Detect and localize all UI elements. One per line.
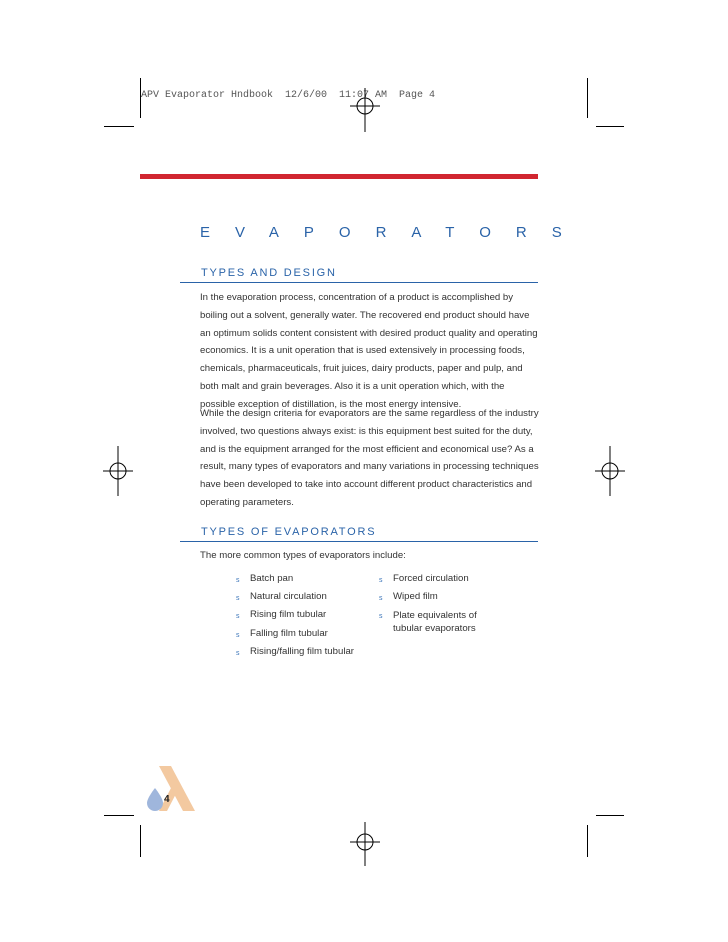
list-item: Natural circulation [250, 591, 327, 602]
bullet-icon: s [236, 650, 240, 657]
list-intro: The more common types of evaporators include: [200, 550, 406, 561]
bullet-icon: s [379, 595, 383, 602]
registration-mark-right [595, 446, 625, 496]
header-red-rule [140, 174, 538, 179]
list-item: Rising/falling film tubular [250, 646, 354, 657]
paragraph: In the evaporation process, concentration of a product is accomplished by boiling out a solvent, generally water. The recovered end product should have an optimum solids content consistent with desired product quality and operating economics. It is a unit operation that is used extensively in processing foods, chemicals, pharmaceuticals, fruit juices, dairy products, paper and pulp, and both malt and grain beverages. Also it is a unit operation which, with the possible exception of distillation, is the most energy intensive. [200, 292, 538, 410]
crop-mark [587, 78, 588, 118]
page-number: 4 [164, 794, 170, 805]
list-item: Rising film tubular [250, 609, 327, 620]
list-item: Plate equivalents of tubular evaporators [393, 610, 477, 634]
crop-mark [104, 126, 134, 127]
apv-logo-icon [145, 766, 200, 811]
paragraph: While the design criteria for evaporators are the same regardless of the industry involved, two questions always exist: is this equipment best suited for the duty, and is the equipment arranged for the most efficient and economical use? As a result, many types of evaporators and many variations in processing techniques have been developed to take into account different product characteristics and operating parameters. [200, 408, 539, 508]
bullet-icon: s [236, 595, 240, 602]
crop-mark [104, 815, 134, 816]
list-item: Forced circulation [393, 573, 469, 584]
crop-mark [140, 825, 141, 857]
page-title: EVAPORATORS [200, 224, 587, 241]
list-item: Wiped film [393, 591, 438, 602]
list-item: Batch pan [250, 573, 294, 584]
crop-mark [596, 126, 624, 127]
print-header: APV Evaporator Hndbook 12/6/00 11:07 AM Page 4 [141, 90, 436, 101]
crop-mark [596, 815, 624, 816]
registration-mark-left [103, 446, 133, 496]
list-item: Falling film tubular [250, 628, 328, 639]
section-rule [180, 541, 538, 542]
registration-mark-bottom [350, 822, 380, 866]
section-rule [180, 282, 538, 283]
crop-mark [587, 825, 588, 857]
section-heading-types-of-evaporators: TYPES OF EVAPORATORS [201, 526, 377, 538]
bullet-icon: s [379, 577, 383, 584]
bullet-icon: s [236, 613, 240, 620]
registration-mark-top [350, 88, 380, 132]
bullet-icon: s [236, 632, 240, 639]
section-heading-types-and-design: TYPES AND DESIGN [201, 267, 337, 279]
crop-mark [140, 78, 141, 118]
bullet-icon: s [379, 613, 383, 620]
bullet-icon: s [236, 577, 240, 584]
